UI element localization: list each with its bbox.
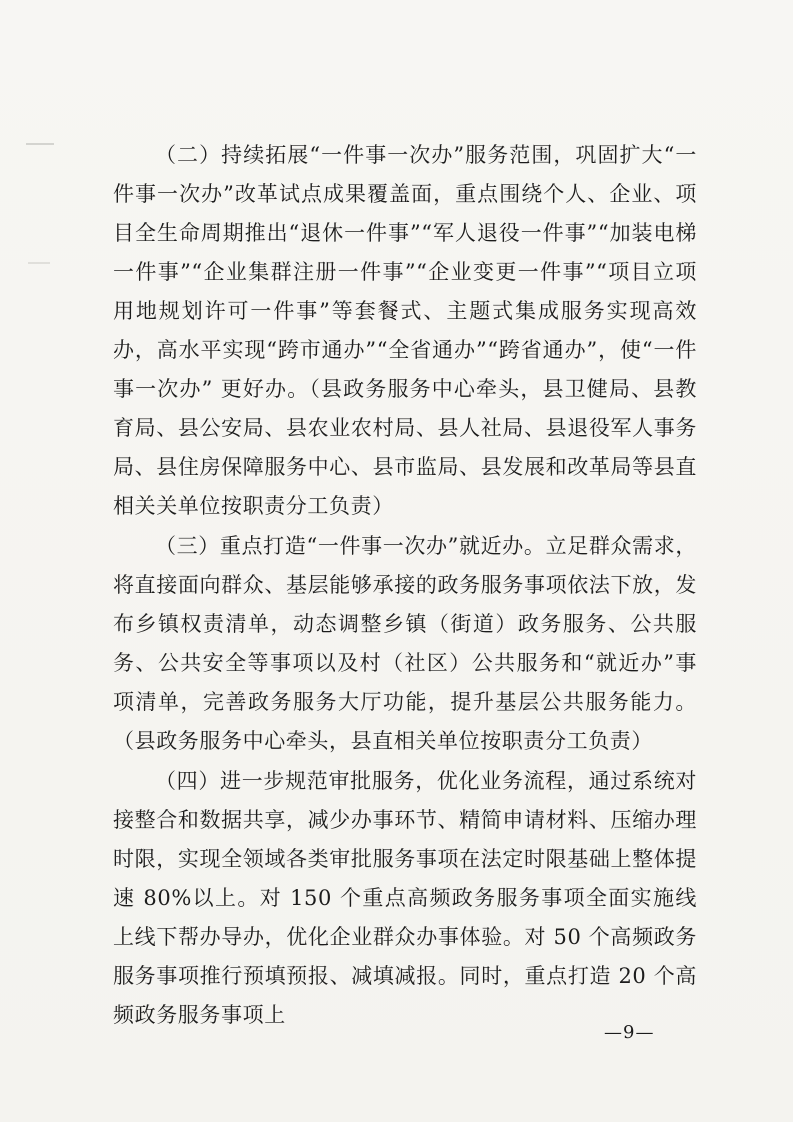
scan-artifact (28, 262, 50, 264)
paragraph-three: （三）重点打造“一件事一次办”就近办。立足群众需求，将直接面向群众、基层能够承接的政务服务事项依法下放，发布乡镇权责清单，动态调整乡镇（街道）政务服务、公共服务、公共安全等事项以及村（社区）公共服务和“就近办”事项清单，完善政务服务大厅功能，提升基层公共服务能力。（县政务服务中心牵头，县直相关单位按职责分工负责） (113, 534, 697, 753)
paragraph-four: （四）进一步规范审批服务，优化业务流程，通过系统对接整合和数据共享，减少办事环节、精简申请材料、压缩办理时限，实现全领域各类审批服务事项在法定时限基础上整体提速 80%以上。对 150 个重点高频政务服务事项全面实施线上线下帮办导办，优化企业群众办事体验。对 50 个高频政务服务事项推行预填预报、减填减报。同时，重点打造 20 个高频政务服务事项上 (113, 769, 697, 1027)
paragraph-two: （二）持续拓展“一件事一次办”服务范围，巩固扩大“一 件事一次办”改革试点成果覆盖面，重点围绕个人、企业、项目全生命周期推出“退休一件事”“军人退役一件事”“加装电梯一件事”“企业集群注册一件事”“企业变更一件事”“项目立项用地规划许可一件事”等套餐式、主题式集成服务实现高效办，高水平实现“跨市通办”“全省通办”“跨省通办”，使“一件事一次办” 更好办。（县政务服务中心牵头，县卫健局、县教育局、县公安局、县农业农村局、县人社局、县退役军人事务局、县住房保障服务中心、县市监局、县发展和改革局等县直相关关单位按职责分工负责） (113, 143, 697, 518)
page-number: —9— (604, 1022, 655, 1043)
scan-artifact (26, 143, 54, 145)
